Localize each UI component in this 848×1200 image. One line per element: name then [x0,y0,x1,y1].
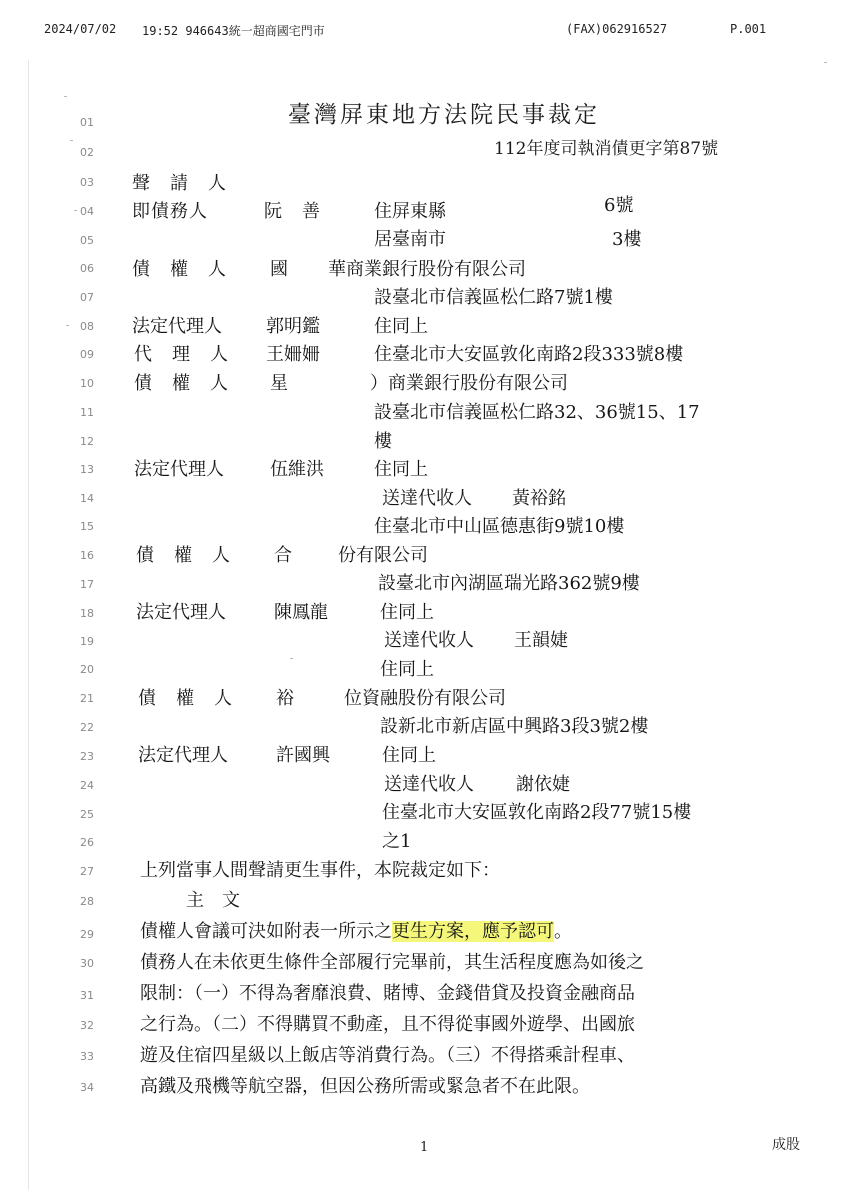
debtor-label: 即債務人 [132,201,208,222]
line-number: 16 [80,549,94,562]
creditor-4-service-agent: 謝依婕 [516,774,570,795]
line-number: 15 [80,520,94,533]
creditor-4-address: 設新北市新店區中興路3段3號2樓 [380,716,649,737]
legal-rep-label: 法定代理人 [138,745,228,766]
ruling-line-34: 高鐵及飛機等航空器，但因公務所需或緊急者不在此限。 [140,1076,590,1097]
creditor-2-service-address: 住臺北市中山區德惠街9號10樓 [374,516,625,537]
highlighted-approval-text: 更生方案，應予認可 [392,921,554,942]
line-number: 29 [80,928,94,941]
line-number: 31 [80,989,94,1002]
creditor-3-service-agent: 王韻婕 [514,630,568,651]
creditor-4-name-tail: 位資融股份有限公司 [344,688,506,709]
creditor-2-address: 設臺北市信義區松仁路32、36號15、17 [374,402,700,423]
line-number: 21 [80,692,94,705]
same-address: 住同上 [374,316,428,337]
creditor-1-agent-address: 住臺北市大安區敦化南路2段333號8樓 [374,344,684,365]
line-number: 13 [80,463,94,476]
line-number: 05 [80,234,94,247]
same-address: 住同上 [380,602,434,623]
fax-page-number: P.001 [730,22,767,36]
debtor-address-2-end: 3樓 [612,229,642,250]
ruling-line-29-plain: 債權人會議可決如附表一所示之 [140,921,392,942]
ruling-line-31: 限制：（一）不得為奢靡浪費、賭博、金錢借貸及投資金融商品 [140,983,635,1004]
creditor-1-name-tail: 華商業銀行股份有限公司 [328,259,526,280]
line-number: 01 [80,116,94,129]
main-text-heading: 主 文 [186,890,240,911]
line-number: 02 [80,146,94,159]
line-number: 09 [80,348,94,361]
debtor-address-1: 住屏東縣 [374,201,446,222]
creditor-4-service-address: 住臺北市大安區敦化南路2段77號15樓 [382,802,692,823]
ruling-line-33: 遊及住宿四星級以上飯店等消費行為。（三）不得搭乘計程車、 [140,1045,635,1066]
scan-edge-line [28,60,29,1190]
creditor-4-name-head: 裕 [276,688,294,709]
creditor-3-name-tail: 份有限公司 [338,545,428,566]
debtor-address-2: 居臺南市 [374,229,446,250]
creditor-1-name-head: 國 [270,259,288,280]
debtor-name: 阮 善 [264,201,321,222]
creditor-label: 債 權 人 [134,373,229,394]
debtor-address-1-end: 6號 [604,195,634,216]
scan-speck [824,62,827,63]
scan-speck [70,140,73,141]
line-number: 14 [80,492,94,505]
creditor-label: 債 權 人 [138,688,233,709]
creditor-2-name-tail: ）商業銀行股份有限公司 [370,373,568,394]
ruling-line-30: 債務人在未依更生條件全部履行完畢前，其生活程度應為如後之 [140,952,644,973]
line-number: 32 [80,1019,94,1032]
line-number: 11 [80,406,94,419]
creditor-2-rep: 伍維洪 [270,459,324,480]
line-number: 34 [80,1081,94,1094]
line-number: 04 [80,205,94,218]
creditor-4-service-address-cont: 之1 [382,831,412,852]
case-number: 112年度司執消債更字第87號 [494,139,719,159]
fax-header [0,22,848,40]
petitioner-label: 聲 請 人 [132,173,227,194]
line-number: 26 [80,836,94,849]
scan-speck [74,210,77,211]
line-number: 08 [80,320,94,333]
line-number: 03 [80,176,94,189]
creditor-label: 債 權 人 [136,545,231,566]
document-title: 臺灣屏東地方法院民事裁定 [288,102,600,128]
creditor-label: 債 權 人 [132,259,227,280]
same-address: 住同上 [380,659,434,680]
line-number: 23 [80,750,94,763]
creditor-2-service-agent: 黃裕銘 [512,488,566,509]
ruling-line-29-end: 。 [554,921,572,942]
creditor-1-agent: 王姍姍 [266,344,320,365]
same-address: 住同上 [374,459,428,480]
creditor-4-rep: 許國興 [276,745,330,766]
line-number: 30 [80,957,94,970]
agent-label: 代 理 人 [134,344,229,365]
line-number: 19 [80,635,94,648]
service-agent-label: 送達代收人 [382,488,472,509]
fax-time-sender: 19:52 946643統一超商國宅門市 [142,24,325,38]
creditor-3-name-head: 合 [274,545,292,566]
creditor-1-address: 設臺北市信義區松仁路7號1樓 [374,287,613,308]
legal-rep-label: 法定代理人 [134,459,224,480]
fax-number: (FAX)062916527 [566,22,668,36]
line-number: 27 [80,865,94,878]
line-number: 33 [80,1050,94,1063]
legal-rep-label: 法定代理人 [136,602,226,623]
legal-rep-label: 法定代理人 [132,316,222,337]
ruling-intro: 上列當事人間聲請更生事件，本院裁定如下： [140,860,500,881]
line-number: 06 [80,262,94,275]
ruling-line-32: 之行為。（二）不得購買不動產，且不得從事國外遊學、出國旅 [140,1014,635,1035]
line-number: 07 [80,291,94,304]
creditor-3-rep: 陳鳳龍 [274,602,328,623]
line-number: 20 [80,663,94,676]
scan-speck [66,325,69,326]
line-number: 22 [80,721,94,734]
service-agent-label: 送達代收人 [384,774,474,795]
page-number: 1 [420,1140,429,1155]
fax-date: 2024/07/02 [44,22,117,36]
service-agent-label: 送達代收人 [384,630,474,651]
creditor-2-name-head: 星 [270,373,288,394]
line-number: 25 [80,808,94,821]
scan-speck [290,658,293,659]
creditor-2-address-cont: 樓 [374,431,392,452]
line-number: 12 [80,435,94,448]
division-mark: 成股 [772,1137,800,1153]
creditor-1-rep: 郭明鑑 [266,316,320,337]
line-number: 10 [80,377,94,390]
ruling-line-29 [140,917,572,943]
same-address: 住同上 [382,745,436,766]
creditor-3-address: 設臺北市內湖區瑞光路362號9樓 [378,573,640,594]
line-number: 28 [80,895,94,908]
scan-speck [64,96,67,97]
line-number: 18 [80,607,94,620]
line-number: 17 [80,578,94,591]
line-number: 24 [80,779,94,792]
